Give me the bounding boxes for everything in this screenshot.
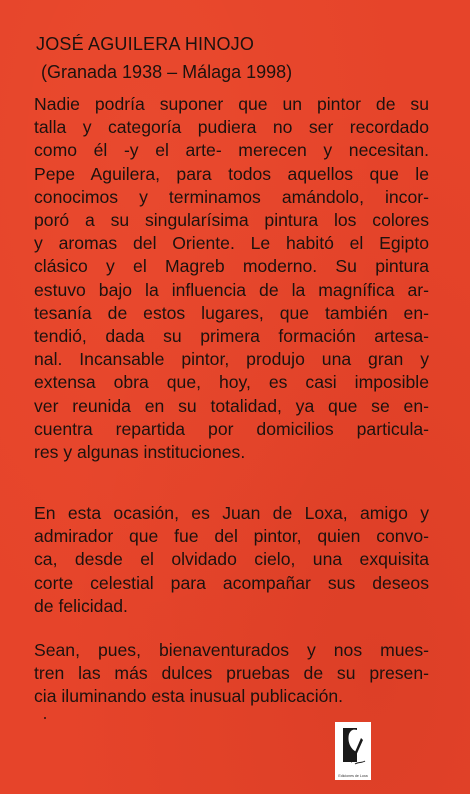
paragraph-biography bbox=[34, 93, 429, 464]
text-line: ver reunida en su totalidad, ya que se en- bbox=[34, 395, 429, 416]
text-line: corte celestial para acompañar sus deseos bbox=[34, 572, 429, 593]
text-line: como él -y el arte- merecen y necesitan. bbox=[34, 140, 429, 161]
author-name: JOSÉ AGUILERA HINOJO bbox=[36, 34, 255, 54]
text-line: estuvo bajo la influencia de la magnífica ar- bbox=[34, 279, 429, 300]
text-line: de felicidad. bbox=[34, 595, 128, 616]
text-line: poró a su singularísima pintura los colores bbox=[34, 210, 429, 231]
text-line: cia iluminando esta inusual publicación. bbox=[34, 686, 344, 707]
text-line: tendió, dada su primera formación artesa- bbox=[34, 326, 429, 347]
text-line: Pepe Aguilera, para todos aquellos que le bbox=[34, 163, 429, 184]
text-line: res y algunas instituciones. bbox=[34, 442, 246, 463]
text-line: En esta ocasión, es Juan de Loxa, amigo y bbox=[34, 503, 429, 523]
author-dates: (Granada 1938 – Málaga 1998) bbox=[41, 62, 293, 82]
publisher-logo bbox=[335, 722, 371, 780]
pen-nib-icon bbox=[335, 722, 371, 772]
text-line: admirador que fue del pintor, quien convo- bbox=[34, 526, 429, 547]
text-line: cuentra repartida por domicilios particula- bbox=[34, 418, 429, 439]
text-line: tren las más dulces pruebas de su presen- bbox=[34, 663, 429, 684]
text-line: y aromas del Oriente. Le habitó el Egipto bbox=[34, 233, 429, 254]
text-line: Nadie podría suponer que un pintor de su bbox=[34, 94, 429, 114]
ink-speck bbox=[44, 717, 46, 719]
paragraph-closing bbox=[34, 639, 429, 709]
text-line: clásico y el Magreb moderno. Su pintura bbox=[34, 256, 429, 277]
text-line: conocimos y terminamos amándolo, incor- bbox=[34, 186, 429, 207]
paragraph-juan-de-loxa bbox=[34, 502, 429, 618]
publisher-caption: Ediciones de Loxa bbox=[338, 774, 368, 778]
text-line: extensa obra que, hoy, es casi imposible bbox=[34, 372, 429, 393]
text-line: ca, desde el olvidado cielo, una exquisita bbox=[34, 549, 429, 570]
text-line: talla y categoría pudiera no ser recordado bbox=[34, 117, 429, 138]
text-line: nal. Incansable pintor, produjo una gran y bbox=[34, 349, 429, 370]
text-line: Sean, pues, bienaventurados y nos mues- bbox=[34, 640, 429, 660]
text-line: tesanía de estos lugares, que también en- bbox=[34, 302, 429, 323]
